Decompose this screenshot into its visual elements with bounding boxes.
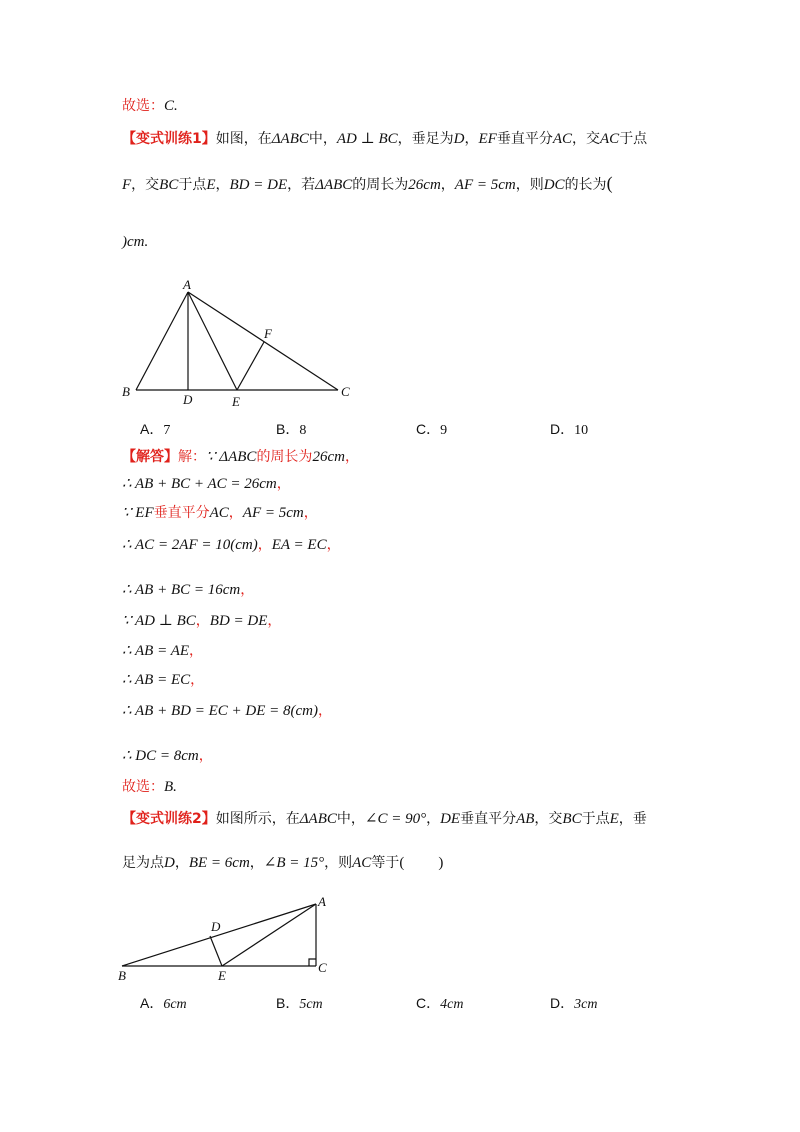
- q1-text: 的周长为: [352, 177, 409, 193]
- q2-text: ，: [249, 855, 264, 871]
- q2-option-d[interactable]: [550, 993, 597, 1013]
- q1-math: ΔABC: [315, 177, 353, 193]
- q1-tag: 【变式训练1】: [122, 131, 216, 147]
- q1-label-c: C: [341, 384, 350, 399]
- q1-text: ，交: [131, 177, 160, 193]
- answer-value: B: [164, 779, 174, 795]
- q1-label-b: B: [122, 384, 130, 399]
- option-value: 8: [299, 423, 307, 438]
- q1-label-d: D: [183, 392, 193, 407]
- option-label: D．: [550, 995, 575, 1011]
- q1-text: ，则: [515, 177, 544, 193]
- solution-line-0: [122, 447, 359, 467]
- q1-text: 垂直平分: [496, 131, 553, 147]
- q1-math: AC: [600, 131, 620, 147]
- q1-line2: [122, 173, 613, 195]
- option-label: A．: [140, 421, 164, 437]
- q1-label-f: F: [264, 326, 272, 341]
- q2-label-d: D: [211, 919, 221, 934]
- q1-math: DC: [543, 177, 565, 193]
- option-value: 4cm: [440, 997, 464, 1012]
- q2-line2: [122, 853, 443, 873]
- q1-math: .: [144, 234, 149, 250]
- q1-seg-ae: [188, 292, 237, 390]
- q1-text: 中，: [308, 131, 337, 147]
- q1-math: BD = DE: [229, 177, 288, 193]
- solution-math: ∵ ΔABC: [206, 449, 257, 465]
- q1-math: AC: [552, 131, 573, 147]
- q2-math: ∠B = 15°: [263, 855, 325, 871]
- solution-punct: ，: [190, 672, 205, 688]
- q2-text: ，垂: [618, 811, 647, 827]
- q1-line3: [122, 232, 148, 252]
- solution-line-4: [122, 580, 254, 600]
- q2-text: ，交: [534, 811, 563, 827]
- q2-figure: [112, 892, 342, 984]
- q2-math: BE = 6cm: [188, 855, 250, 871]
- q2-tag: 【变式训练2】: [122, 811, 216, 827]
- q1-seg-ef: [237, 342, 264, 390]
- q2-text: 于点: [581, 811, 610, 827]
- q1-option-a[interactable]: [140, 419, 170, 439]
- option-value: 10: [574, 423, 589, 438]
- solution-math: EA = EC: [271, 537, 327, 553]
- q2-text: 等于: [371, 855, 400, 871]
- q1-math: AF = 5cm: [454, 177, 516, 193]
- q2-option-c[interactable]: [416, 993, 463, 1013]
- solution-punct: ，: [326, 537, 341, 553]
- option-label: A．: [140, 995, 164, 1011]
- solution-punct: ，: [257, 537, 272, 553]
- q1-text: ，垂足为: [397, 131, 454, 147]
- solution-math: AF = 5cm: [242, 505, 304, 521]
- solution-punct: ，: [198, 748, 213, 764]
- q2-option-a[interactable]: [140, 993, 187, 1013]
- solution-answer: [122, 777, 177, 797]
- answer-suffix: .: [173, 779, 177, 795]
- q1-text: ，交: [572, 131, 601, 147]
- q2-label-e: E: [218, 968, 226, 983]
- solution-math: ∵ AD ⊥ BC: [122, 613, 196, 629]
- q1-text: 于点: [178, 177, 207, 193]
- option-value: 3cm: [574, 997, 598, 1012]
- solution-math: ∴ AB + BC = 16cm: [122, 582, 241, 598]
- prev-answer-prefix: 故选：: [122, 98, 164, 114]
- q1-text: 的长为: [564, 177, 607, 193]
- solution-math: ∵ EF: [122, 505, 154, 521]
- solution-text: 垂直平分: [153, 505, 210, 521]
- q2-seg-de: [210, 936, 222, 966]
- option-value: 9: [440, 423, 448, 438]
- solution-line-2: [122, 503, 318, 523]
- q2-text: 中，: [336, 811, 365, 827]
- q2-text: ，: [174, 855, 189, 871]
- q1-label-a: A: [183, 277, 191, 292]
- q2-math: BC: [562, 811, 582, 827]
- q2-line1: [122, 809, 647, 829]
- q1-math: ΔABC: [271, 131, 309, 147]
- q1-option-d[interactable]: [550, 419, 588, 439]
- prev-answer-suffix: .: [174, 98, 178, 114]
- solution-punct: ，: [195, 613, 210, 629]
- solution-math: ∴ AB + BC + AC = 26cm: [122, 476, 277, 492]
- option-value: 7: [163, 423, 171, 438]
- q1-option-c[interactable]: [416, 419, 447, 439]
- q2-math: ∠C = 90°: [364, 811, 427, 827]
- answer-prefix: 故选：: [122, 779, 164, 795]
- solution-line-8: [122, 701, 332, 721]
- q1-math: 26cm: [408, 177, 441, 193]
- q2-label-c: C: [318, 960, 327, 975]
- q2-math: ΔABC: [299, 811, 337, 827]
- q1-seg-ac: [188, 292, 338, 390]
- q2-label-a: A: [318, 894, 326, 909]
- solution-line-1: [122, 474, 291, 494]
- solution-intro: 解：: [178, 449, 206, 465]
- q2-math: ): [438, 855, 444, 871]
- q1-line1: [122, 129, 647, 149]
- solution-line-9: [122, 746, 213, 766]
- q2-math: DE: [440, 811, 461, 827]
- prev-answer-value: C: [164, 98, 175, 114]
- q2-text: 如图所示，在: [215, 811, 300, 827]
- solution-math: ∴ DC = 8cm: [122, 748, 199, 764]
- solution-punct: ，: [267, 613, 282, 629]
- q2-math: AB: [516, 811, 535, 827]
- q2-text: 垂直平分: [460, 811, 517, 827]
- q2-text: ，: [426, 811, 441, 827]
- q1-math: BC: [159, 177, 179, 193]
- q1-math: )cm: [122, 234, 145, 250]
- q1-math: (: [606, 173, 613, 193]
- solution-line-7: [122, 670, 204, 690]
- q1-option-b[interactable]: [276, 419, 306, 439]
- solution-punct: ，: [317, 703, 332, 719]
- solution-math: ∴ AB = AE: [122, 643, 190, 659]
- solution-punct: ，: [344, 449, 359, 465]
- solution-math: ∴ AB + BD = EC + DE = 8(cm): [122, 703, 318, 719]
- solution-punct: ，: [189, 643, 204, 659]
- q2-right-angle: [309, 959, 316, 966]
- solution-punct: ，: [303, 505, 318, 521]
- solution-math: ∴ AB = EC: [122, 672, 191, 688]
- solution-math: BD = DE: [209, 613, 268, 629]
- solution-tag: 【解答】: [122, 449, 178, 465]
- solution-line-5: [122, 611, 281, 631]
- solution-math: 26cm: [312, 449, 345, 465]
- q2-text: ，则: [324, 855, 353, 871]
- option-label: C．: [416, 421, 441, 437]
- solution-math: ∴ AC = 2AF = 10(cm): [122, 537, 258, 553]
- q2-text: 足为点: [122, 855, 164, 871]
- q1-text: 于点: [619, 131, 648, 147]
- q2-math: D: [164, 855, 175, 871]
- q1-seg-ab: [136, 292, 188, 390]
- q2-math: AC: [352, 855, 372, 871]
- q1-math: E: [206, 177, 216, 193]
- q1-figure: [110, 272, 370, 412]
- option-label: B．: [276, 995, 300, 1011]
- q1-text: ，若: [287, 177, 316, 193]
- q2-seg-ab: [122, 904, 316, 966]
- q1-math: D: [453, 131, 465, 147]
- q1-text: 如图，在: [215, 131, 272, 147]
- solution-math: AC: [209, 505, 229, 521]
- solution-text: 的周长为: [256, 449, 313, 465]
- q2-math: E: [609, 811, 619, 827]
- option-label: C．: [416, 995, 441, 1011]
- q2-label-b: B: [118, 968, 126, 983]
- solution-line-6: [122, 641, 203, 661]
- q2-math: (: [399, 855, 405, 871]
- option-value: 6cm: [163, 997, 187, 1012]
- prev-answer-line: [122, 96, 178, 116]
- q2-option-b[interactable]: [276, 993, 323, 1013]
- q1-text: ，: [464, 131, 479, 147]
- q1-text: ，: [215, 177, 230, 193]
- q2-seg-ae: [222, 904, 316, 966]
- q1-label-e: E: [232, 394, 240, 409]
- option-label: D．: [550, 421, 575, 437]
- solution-punct: ，: [240, 582, 255, 598]
- solution-line-3: [122, 535, 341, 555]
- q1-math: AD ⊥ BC: [336, 131, 398, 147]
- q1-math: EF: [478, 131, 497, 147]
- option-value: 5cm: [299, 997, 323, 1012]
- q1-math: F: [122, 177, 132, 193]
- solution-punct: ，: [228, 505, 243, 521]
- q1-text: ，: [440, 177, 455, 193]
- option-label: B．: [276, 421, 300, 437]
- solution-punct: ，: [276, 476, 291, 492]
